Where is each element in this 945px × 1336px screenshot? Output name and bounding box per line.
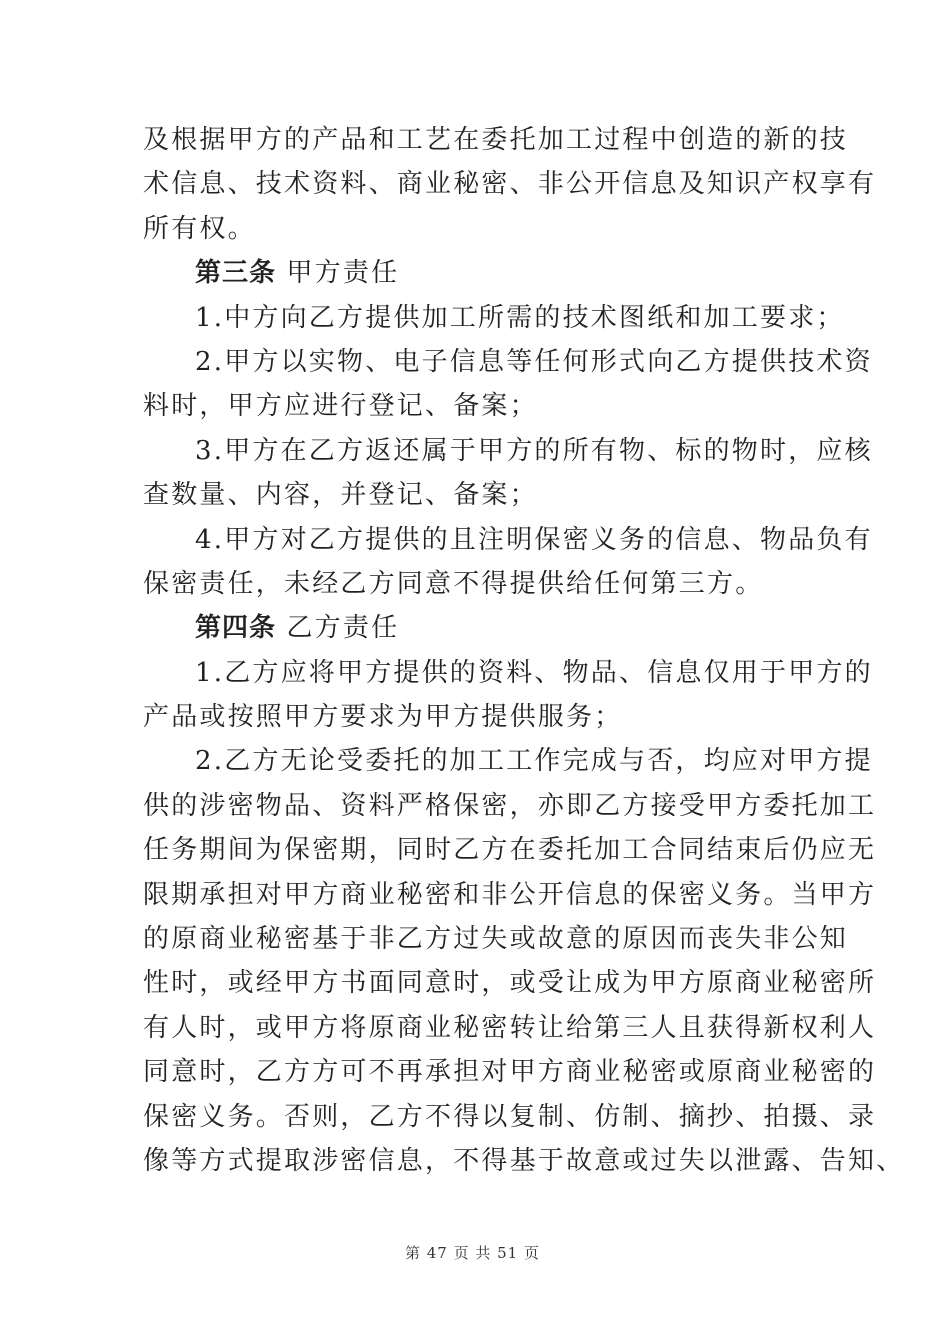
- text-line: 1.中方向乙方提供加工所需的技术图纸和加工要求；: [195, 302, 845, 333]
- text-line: 1.乙方应将甲方提供的资料、物品、信息仅用于甲方的: [195, 657, 873, 688]
- text-line: 4.甲方对乙方提供的且注明保密义务的信息、物品负有: [195, 524, 873, 555]
- text-line: 及根据甲方的产品和工艺在委托加工过程中创造的新的技: [143, 125, 849, 155]
- text-line: 性时，或经甲方书面同意时，或受让成为甲方原商业秘密所: [143, 968, 877, 999]
- article-3-heading: [143, 251, 805, 295]
- text-line: 任务期间为保密期，同时乙方在委托加工合同结束后仍应无: [143, 835, 877, 866]
- text-line: 的原商业秘密基于非乙方过失或故意的原因而丧失非公知: [143, 924, 849, 955]
- text-line: 限期承担对甲方商业秘密和非公开信息的保密义务。当甲方: [143, 879, 877, 910]
- article-4-number: 第四条: [195, 613, 277, 644]
- text-line: 3.甲方在乙方返还属于甲方的所有物、标的物时，应核: [195, 435, 873, 466]
- text-line: 同意时，乙方方可不再承担对甲方商业秘密或原商业秘密的: [143, 1057, 877, 1088]
- text-line: 2.乙方无论受委托的加工工作完成与否，均应对甲方提: [195, 746, 873, 777]
- text-line: 像等方式提取涉密信息，不得基于故意或过失以泄露、告知、: [143, 1145, 905, 1176]
- text-line: 2.甲方以实物、电子信息等任何形式向乙方提供技术资: [195, 346, 873, 377]
- text-line: 所有权。: [143, 213, 256, 244]
- text-line: 保密义务。否则，乙方不得以复制、仿制、摘抄、拍摄、录: [143, 1101, 877, 1132]
- page-number-footer: 第 47 页 共 51 页: [404, 1244, 540, 1262]
- text-line: 料时，甲方应进行登记、备案；: [143, 391, 538, 422]
- text-line: 有人时，或甲方将原商业秘密转让给第三人且获得新权利人: [143, 1012, 877, 1043]
- text-line: 术信息、技术资料、商业秘密、非公开信息及知识产权享有: [143, 169, 877, 200]
- text-line: 产品或按照甲方要求为甲方提供服务；: [143, 702, 623, 733]
- article-3-title: 甲方责任: [286, 258, 400, 289]
- article-4-heading: [143, 606, 805, 650]
- text-line: 查数量、内容，并登记、备案；: [143, 480, 538, 511]
- document-body: [143, 118, 905, 1183]
- text-line: 保密责任，未经乙方同意不得提供给任何第三方。: [143, 568, 764, 599]
- text-line: 供的涉密物品、资料严格保密，亦即乙方接受甲方委托加工: [143, 790, 877, 821]
- article-4-title: 乙方责任: [286, 613, 400, 644]
- article-3-number: 第三条: [195, 258, 277, 289]
